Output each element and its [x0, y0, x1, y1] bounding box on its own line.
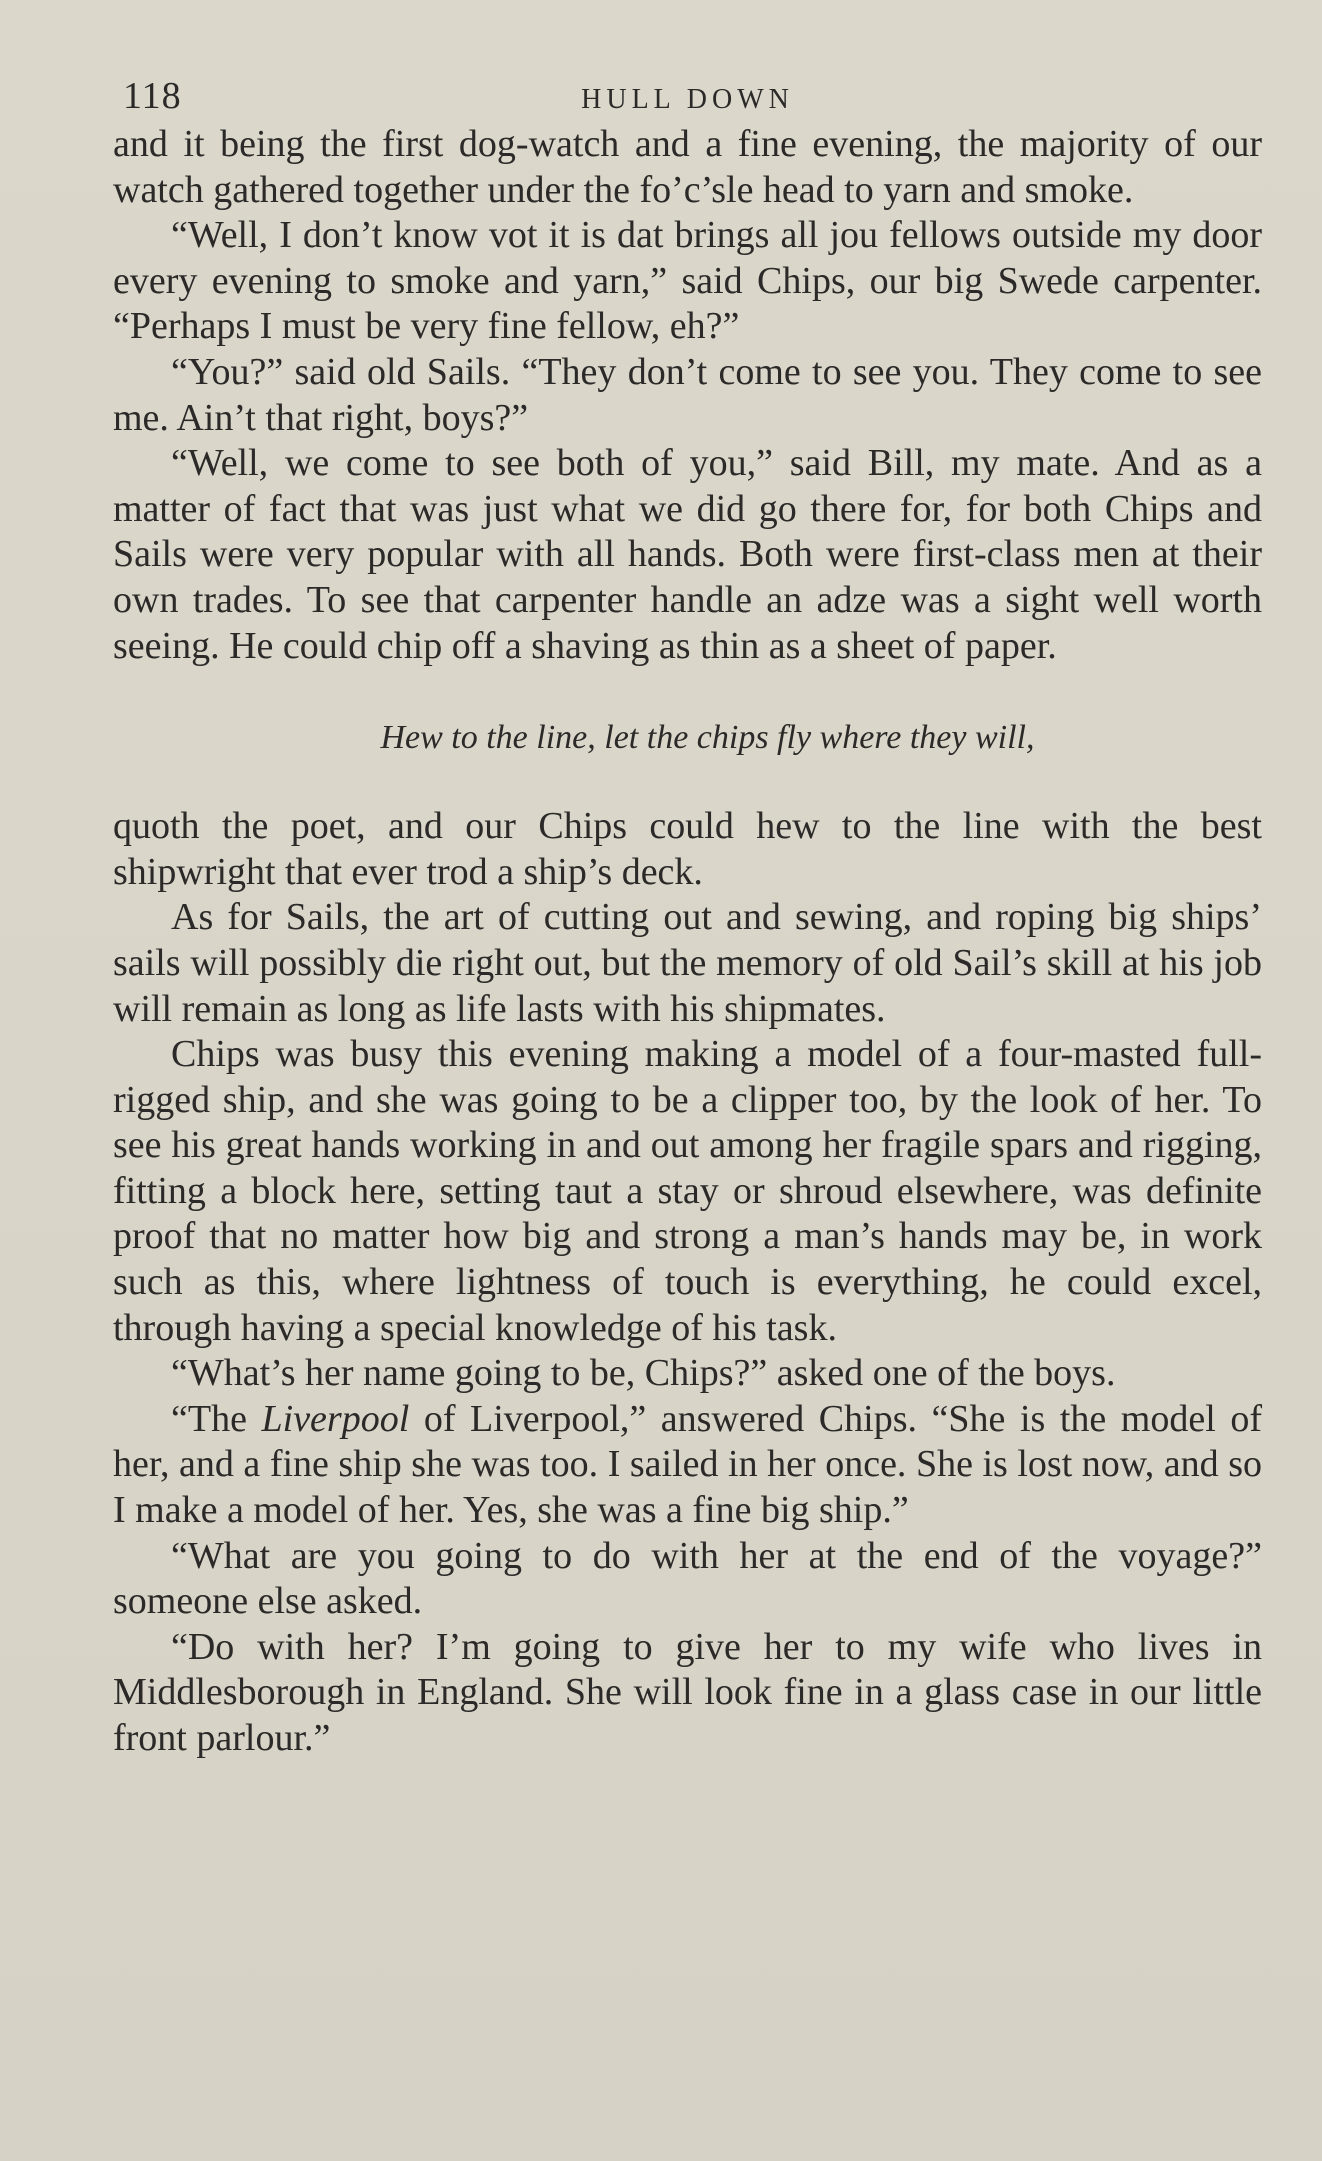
paragraph: “Well, I don’t know vot it is dat brings all jou fellows outside my door every evening to smoke and yarn,” said Chips, our big Swede carpenter. “Perhaps I must be very fine fellow, eh?”	[113, 214, 1262, 348]
paragraph: Chips was busy this evening making a model of a four-masted full-rigged ship, and she was going to be a clipper too, by the look of her. To see his great hands working in and out among her fragile spars and rigging, fitting a block here, setting taut a stay or shroud elsewhere, was definite proof that no matter how big and strong a man’s hands may be, in work such as this, where lightness of touch is everything, he could excel, through having a special knowledge of his task.	[113, 1033, 1262, 1349]
paragraph: and it being the first dog-watch and a fine evening, the majority of our watch gathered together under the fo’c’sle head to yarn and smoke.	[113, 123, 1262, 211]
paragraph: “What are you going to do with her at the end of the voyage?” someone else asked.	[113, 1534, 1262, 1623]
paragraph: “Do with her? I’m going to give her to my wife who lives in Middlesborough in England. She will look fine in a glass case in our little front parlour.”	[113, 1625, 1262, 1759]
paragraph: “What’s her name going to be, Chips?” asked one of the boys.	[171, 1352, 1116, 1395]
paragraph: “Well, we come to see both of you,” said Bill, my mate. And as a matter of fact that was just what we did go there for, for both Chips and Sails were very popular with all hands. Both were first-class men at their own trades. To see that carpenter handle an adze was a sight well worth seeing. He could chip off a shaving as thin as a sheet of paper.	[113, 442, 1262, 667]
running-head: HULL DOWN	[581, 84, 794, 115]
text-fragment: of Liverpool,” answered Chips. “She is the model of her, and a fine ship she was too. I sailed in her once. She is lost now, and so I make a model of her. Yes, she was a fine big ship.”	[113, 1397, 1262, 1532]
paragraph: As for Sails, the art of cutting out and sewing, and roping big ships’ sails will possibly die right out, but the memory of old Sail’s skill at his job will remain as long as life lasts with his shipmates.	[113, 896, 1262, 1030]
paragraph-ship-name	[113, 1397, 1262, 1534]
page-header	[113, 74, 1262, 122]
text-fragment: “The	[171, 1397, 262, 1440]
verse-quotation: Hew to the line, let the chips fly where they will,	[380, 719, 1035, 757]
body-text	[113, 122, 1262, 1762]
paragraph: “You?” said old Sails. “They don’t come to see you. They come to see me. Ain’t that right, boys?”	[113, 350, 1262, 439]
paragraph: quoth the poet, and our Chips could hew to the line with the best shipwright that ever trod a ship’s deck.	[113, 805, 1262, 893]
page-number: 118	[123, 75, 182, 117]
ship-name-italic: Liverpool	[261, 1397, 410, 1440]
